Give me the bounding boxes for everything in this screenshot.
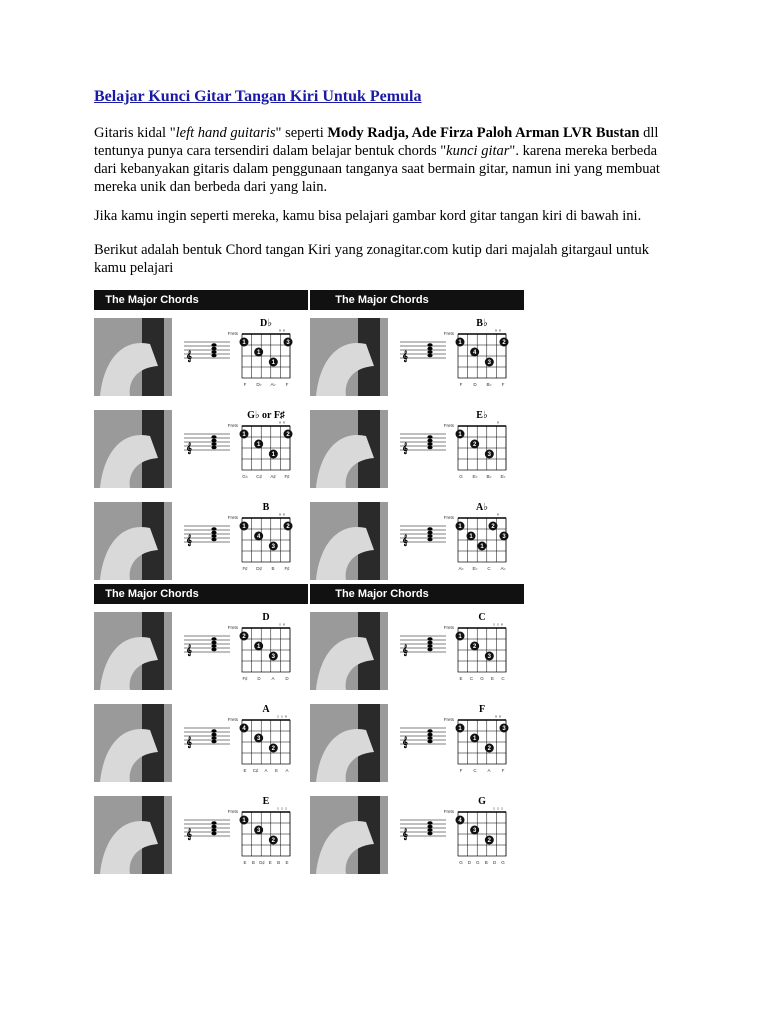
- frets-label: Frets: [227, 423, 238, 428]
- finger-number: 3: [271, 544, 276, 550]
- note-name: G: [476, 860, 480, 865]
- finger-number: 3: [502, 534, 506, 540]
- chord-cell: [310, 502, 509, 580]
- treble-clef-icon: 𝄞: [186, 737, 192, 748]
- chord-cell: [94, 410, 293, 488]
- finger-number: 4: [458, 818, 462, 824]
- intro-bold-names: Mody Radja, Ade Firza Paloh Arman LVR Bustan: [327, 125, 640, 141]
- note-name: C: [473, 768, 477, 773]
- finger-number: 3: [472, 828, 477, 834]
- staff-note: [211, 828, 216, 832]
- finger-number: 3: [502, 726, 506, 732]
- finger-number: 1: [480, 544, 484, 550]
- open-muted-markers: × ×: [278, 328, 286, 333]
- staff-note: [427, 644, 432, 648]
- note-name: D♭: [256, 382, 262, 387]
- note-name: C: [501, 676, 505, 681]
- treble-clef-icon: 𝄞: [186, 645, 192, 656]
- treble-clef-icon: 𝄞: [186, 443, 192, 454]
- finger-number: 1: [242, 524, 246, 530]
- chord-name: C: [478, 612, 486, 623]
- frets-label: Frets: [227, 625, 238, 630]
- chord-chart-figure: [94, 290, 524, 874]
- frets-label: Frets: [443, 809, 454, 814]
- finger-number: 1: [472, 736, 477, 742]
- finger-number: 3: [271, 654, 276, 660]
- staff-note: [211, 347, 216, 351]
- staff-note: [211, 527, 216, 531]
- note-name: D: [473, 382, 477, 387]
- note-name: G: [459, 860, 463, 865]
- staff-note: [427, 343, 432, 347]
- open-muted-markers: ○ ○ ×: [492, 622, 504, 627]
- note-name: E: [274, 768, 279, 773]
- note-name: D: [257, 676, 261, 681]
- note-name: E♭: [500, 474, 506, 479]
- finger-number: 1: [458, 726, 462, 732]
- chord-cell: [94, 318, 293, 396]
- staff-note: [211, 446, 216, 450]
- finger-number: 1: [242, 818, 246, 824]
- note-name: F: [459, 382, 463, 387]
- note-name: E: [243, 768, 247, 773]
- staff-note: [211, 832, 216, 836]
- staff-note: [427, 637, 432, 641]
- finger-number: 2: [286, 524, 290, 530]
- major-chords-header-text: The Major Chords: [335, 294, 429, 306]
- open-muted-markers: ○ ○ ○: [276, 806, 288, 811]
- note-name: F: [459, 768, 463, 773]
- chord-cell: [94, 502, 293, 580]
- staff-note: [427, 648, 432, 652]
- note-name: A: [264, 768, 268, 773]
- staff-note: [211, 821, 216, 825]
- finger-number: 1: [256, 350, 261, 356]
- open-muted-markers: ○ ×: [278, 622, 286, 627]
- staff-note: [427, 442, 432, 446]
- frets-label: Frets: [443, 515, 454, 520]
- note-name: D: [492, 860, 497, 865]
- staff-note: [211, 641, 216, 645]
- staff-note: [427, 439, 432, 443]
- major-chords-header-text: The Major Chords: [105, 588, 199, 600]
- staff-note: [211, 825, 216, 829]
- treble-clef-icon: 𝄞: [186, 351, 192, 362]
- note-name: E: [459, 676, 463, 681]
- note-name: E♭: [472, 566, 478, 571]
- note-name: E: [268, 860, 272, 865]
- finger-number: 2: [472, 442, 477, 448]
- finger-number: 2: [472, 644, 477, 650]
- staff-note: [211, 538, 216, 542]
- finger-number: 3: [256, 828, 261, 834]
- staff-note: [427, 733, 432, 737]
- finger-number: 2: [487, 838, 492, 844]
- treble-clef-icon: 𝄞: [402, 829, 408, 840]
- staff-note: [211, 644, 216, 648]
- note-name: F♯: [284, 474, 290, 479]
- note-name: F: [285, 382, 289, 387]
- major-chords-header-text: The Major Chords: [105, 294, 199, 306]
- note-name: B: [277, 860, 281, 865]
- staff-note: [427, 641, 432, 645]
- note-name: E♭: [472, 474, 478, 479]
- staff-note: [427, 729, 432, 733]
- note-name: A♭: [500, 566, 506, 571]
- finger-number: 3: [286, 340, 290, 346]
- note-name: F: [501, 382, 505, 387]
- intro-text-4: ". karena mereka berbeda dari kebanyakan gitaris dalam penggunaan tanganya saat bermain gitar, namun ini yang membuat mereka unik dan berbeda dari yang lain.: [94, 143, 660, 195]
- treble-clef-icon: 𝄞: [402, 737, 408, 748]
- staff-note: [427, 354, 432, 358]
- note-name: G: [480, 676, 484, 681]
- staff-note: [211, 343, 216, 347]
- note-name: C♯: [252, 768, 259, 773]
- intro-text-2: " seperti: [275, 125, 328, 141]
- finger-number: 1: [458, 634, 462, 640]
- finger-number: 1: [458, 340, 462, 346]
- staff-note: [427, 832, 432, 836]
- intro-italic-2: kunci gitar: [446, 143, 510, 159]
- frets-label: Frets: [227, 331, 238, 336]
- staff-note: [211, 733, 216, 737]
- open-muted-markers: ×: [496, 512, 500, 517]
- finger-number: 4: [256, 534, 261, 540]
- note-name: B♭: [486, 382, 492, 387]
- note-name: B: [251, 860, 255, 865]
- open-muted-markers: × ×: [278, 420, 286, 425]
- intro-text-1: Gitaris kidal ": [94, 125, 176, 141]
- note-name: G♯: [258, 860, 265, 865]
- note-name: A: [285, 768, 289, 773]
- staff-note: [427, 740, 432, 744]
- finger-number: 1: [271, 452, 276, 458]
- note-name: A: [271, 676, 275, 681]
- note-name: F♯: [242, 566, 248, 571]
- staff-note: [427, 828, 432, 832]
- finger-number: 2: [286, 432, 290, 438]
- finger-number: 2: [271, 746, 276, 752]
- frets-label: Frets: [227, 809, 238, 814]
- finger-number: 1: [458, 432, 462, 438]
- staff-note: [211, 354, 216, 358]
- chord-chart-image: [94, 290, 524, 874]
- open-muted-markers: ×: [496, 420, 500, 425]
- staff-note: [211, 534, 216, 538]
- chord-name: E: [262, 796, 270, 807]
- finger-number: 1: [271, 360, 276, 366]
- note-name: G: [501, 860, 505, 865]
- finger-number: 2: [491, 524, 495, 530]
- finger-number: 1: [469, 534, 473, 540]
- staff-note: [211, 736, 216, 740]
- chord-name: D♭: [260, 318, 272, 329]
- chord-name: G♭ or F♯: [247, 410, 285, 421]
- major-chords-header-text: The Major Chords: [335, 588, 429, 600]
- frets-label: Frets: [443, 717, 454, 722]
- staff-note: [427, 538, 432, 542]
- note-name: A: [487, 768, 491, 773]
- intro-paragraph: [94, 124, 674, 196]
- staff-note: [211, 729, 216, 733]
- staff-note: [427, 350, 432, 354]
- open-muted-markers: ○ ○ ○: [492, 806, 504, 811]
- note-name: C: [487, 566, 491, 571]
- staff-note: [211, 350, 216, 354]
- chord-name: F: [478, 704, 486, 715]
- staff-note: [211, 435, 216, 439]
- finger-number: 3: [487, 360, 492, 366]
- note-name: E: [490, 676, 495, 681]
- treble-clef-icon: 𝄞: [402, 535, 408, 546]
- finger-number: 1: [256, 644, 261, 650]
- note-name: A♭: [270, 382, 276, 387]
- finger-number: 4: [472, 350, 477, 356]
- chord-name: A: [262, 704, 270, 715]
- finger-number: 3: [487, 654, 492, 660]
- staff-note: [211, 648, 216, 652]
- chord-cell: [310, 612, 506, 690]
- chord-name: A♭: [476, 502, 488, 513]
- note-name: F♯: [284, 566, 290, 571]
- note-name: B: [484, 860, 488, 865]
- note-name: D: [285, 676, 289, 681]
- note-name: B♭: [486, 474, 492, 479]
- open-muted-markers: × ×: [494, 714, 502, 719]
- note-name: A♯: [270, 474, 276, 479]
- finger-number: 1: [458, 524, 462, 530]
- note-name: D♯: [256, 566, 262, 571]
- third-paragraph: Berikut adalah bentuk Chord tangan Kiri yang zonagitar.com kutip dari majalah gitargaul untuk kamu pelajari: [94, 242, 650, 276]
- treble-clef-icon: 𝄞: [402, 645, 408, 656]
- chord-cell: [310, 318, 509, 396]
- staff-note: [427, 527, 432, 531]
- finger-number: 2: [242, 634, 246, 640]
- note-name: F♯: [242, 676, 248, 681]
- staff-note: [211, 740, 216, 744]
- open-muted-markers: × ×: [494, 328, 502, 333]
- note-name: A♭: [458, 566, 464, 571]
- finger-number: 1: [242, 340, 246, 346]
- intro-text-3: dll tentunya punya cara tersendiri dalam belajar bentuk chords ": [94, 125, 659, 159]
- article-title-link[interactable]: Belajar Kunci Gitar Tangan Kiri Untuk Pemula: [94, 88, 422, 105]
- note-name: C: [469, 676, 474, 681]
- chord-cell: [94, 704, 290, 782]
- chord-name: D: [262, 612, 270, 623]
- finger-number: 2: [502, 340, 506, 346]
- open-muted-markers: ○ ○ ×: [276, 714, 288, 719]
- note-name: F: [243, 382, 247, 387]
- chord-name: E♭: [476, 410, 488, 421]
- staff-note: [427, 821, 432, 825]
- staff-note: [427, 531, 432, 535]
- staff-note: [211, 531, 216, 535]
- note-name: B: [271, 566, 275, 571]
- finger-number: 3: [487, 452, 492, 458]
- chord-cell: [310, 704, 509, 782]
- second-paragraph: Jika kamu ingin seperti mereka, kamu bisa pelajari gambar kord gitar tangan kiri di bawah ini.: [94, 208, 642, 224]
- staff-note: [427, 534, 432, 538]
- finger-number: 2: [487, 746, 492, 752]
- frets-label: Frets: [443, 625, 454, 630]
- staff-note: [427, 736, 432, 740]
- note-name: G♭: [242, 474, 248, 479]
- staff-note: [427, 347, 432, 351]
- note-name: C♯: [256, 474, 262, 479]
- frets-label: Frets: [227, 515, 238, 520]
- finger-number: 4: [242, 726, 246, 732]
- staff-note: [211, 442, 216, 446]
- note-name: F: [501, 768, 505, 773]
- treble-clef-icon: 𝄞: [186, 535, 192, 546]
- staff-note: [427, 435, 432, 439]
- note-name: E: [285, 860, 289, 865]
- staff-note: [427, 825, 432, 829]
- note-name: G: [459, 474, 463, 479]
- treble-clef-icon: 𝄞: [402, 351, 408, 362]
- frets-label: Frets: [443, 331, 454, 336]
- staff-note: [427, 446, 432, 450]
- chord-name: B: [262, 502, 270, 513]
- chord-name: G: [478, 796, 486, 807]
- intro-italic-1: left hand guitaris: [175, 125, 276, 141]
- note-name: E: [243, 860, 247, 865]
- finger-number: 1: [256, 442, 261, 448]
- frets-label: Frets: [443, 423, 454, 428]
- treble-clef-icon: 𝄞: [186, 829, 192, 840]
- chord-name: B♭: [476, 318, 488, 329]
- finger-number: 1: [242, 432, 246, 438]
- open-muted-markers: × ×: [278, 512, 286, 517]
- treble-clef-icon: 𝄞: [402, 443, 408, 454]
- note-name: D: [467, 860, 472, 865]
- frets-label: Frets: [227, 717, 238, 722]
- finger-number: 2: [271, 838, 276, 844]
- finger-number: 3: [256, 736, 261, 742]
- staff-note: [211, 637, 216, 641]
- staff-note: [211, 439, 216, 443]
